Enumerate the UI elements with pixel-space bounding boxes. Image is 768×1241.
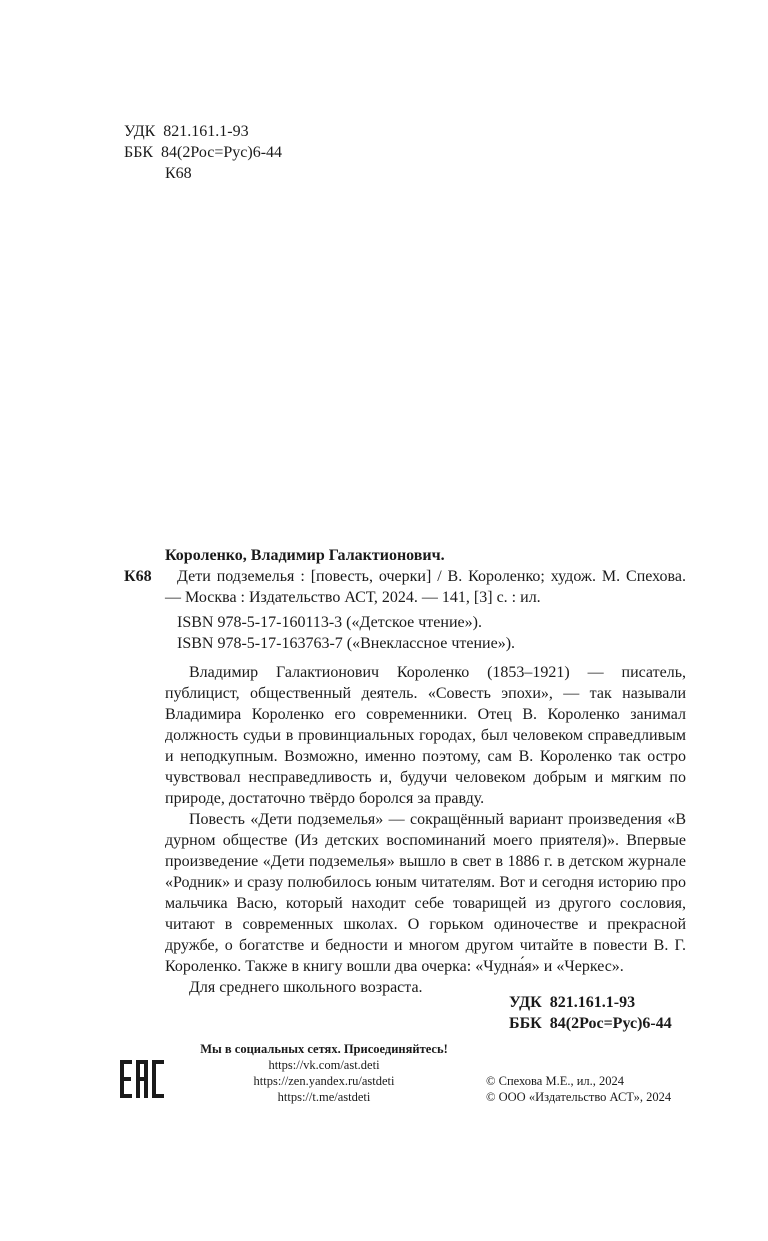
record-author-mark: К68 (124, 568, 152, 585)
social-heading: Мы в социальных сетях. Присоединяйтесь! (200, 1042, 448, 1056)
record-description: Дети подземелья : [повесть, очерки] / В. Короленко; худож. М. Спехова. — Москва : Издательство АСТ, 2024. — 141, [3] с. : ил. (165, 568, 686, 606)
social-link-vk[interactable]: https://vk.com/ast.deti (268, 1058, 380, 1072)
annotation-paragraph: Повесть «Дети подземелья» — сокращённый вариант произведения «В дурном обществе (Из детских воспоминаний моего приятеля)». Впервые произведение «Дети подземелья» вышло в свет в 1886 г. в детском журнале «Родник» и сразу полюбилось юным читателям. Вот и сегодня историю про мальчика Васю, который находит себе товарищей из другого сословия, читают в современных школах. О горьком одиночестве и прекрасной дружбе, о богатстве и бедности и многом другом читайте в повести В. Г. Короленко. Также в книгу вошли два очерка: «Чудна́я» и «Черкес». (165, 811, 686, 975)
eac-mark-icon (120, 1060, 164, 1098)
isbn-line: ISBN 978-5-17-160113-3 («Детское чтение»). (177, 614, 482, 631)
social-link-telegram[interactable]: https://t.me/astdeti (277, 1090, 371, 1104)
age-rating: Для среднего школьного возраста. (189, 979, 423, 996)
bibliographic-record (124, 545, 686, 998)
copyright-block (486, 1073, 671, 1105)
bottom-classification-codes (509, 992, 672, 1034)
bbk-code: ББК 84(2Рос=Рус)6-44 (124, 144, 283, 161)
copyright-illustrator: © Спехова М.Е., ил., 2024 (486, 1074, 625, 1088)
record-author: Короленко, Владимир Галактионович. (165, 547, 445, 564)
bbk-code-bottom: ББК 84(2Рос=Рус)6-44 (509, 1015, 672, 1032)
udk-code: УДК 821.161.1-93 (124, 123, 249, 140)
record-entry (124, 566, 686, 608)
social-link-zen[interactable]: https://zen.yandex.ru/astdeti (253, 1074, 395, 1088)
social-block (189, 1041, 459, 1105)
top-classification-codes (124, 121, 282, 184)
udk-code-bottom: УДК 821.161.1-93 (509, 994, 636, 1011)
author-mark: К68 (165, 165, 192, 182)
isbn-line: ISBN 978-5-17-163763-7 («Внеклассное чтение»). (177, 635, 516, 652)
copyright-publisher: © ООО «Издательство АСТ», 2024 (486, 1090, 672, 1104)
isbn-list (124, 612, 686, 654)
annotation-paragraph: Владимир Галактионович Короленко (1853–1921) — писатель, публицист, общественный деятель. «Совесть эпохи», — так называли Владимира Короленко его современники. Отец В. Короленко занимал должность судьи в провинциальных городах, был человеком справедливым и неподкупным. Возможно, именно поэтому, сам В. Короленко так остро чувствовал несправедливость и, будучи человеком добрым и мягким по природе, достаточно твёрдо боролся за правду. (165, 664, 686, 807)
